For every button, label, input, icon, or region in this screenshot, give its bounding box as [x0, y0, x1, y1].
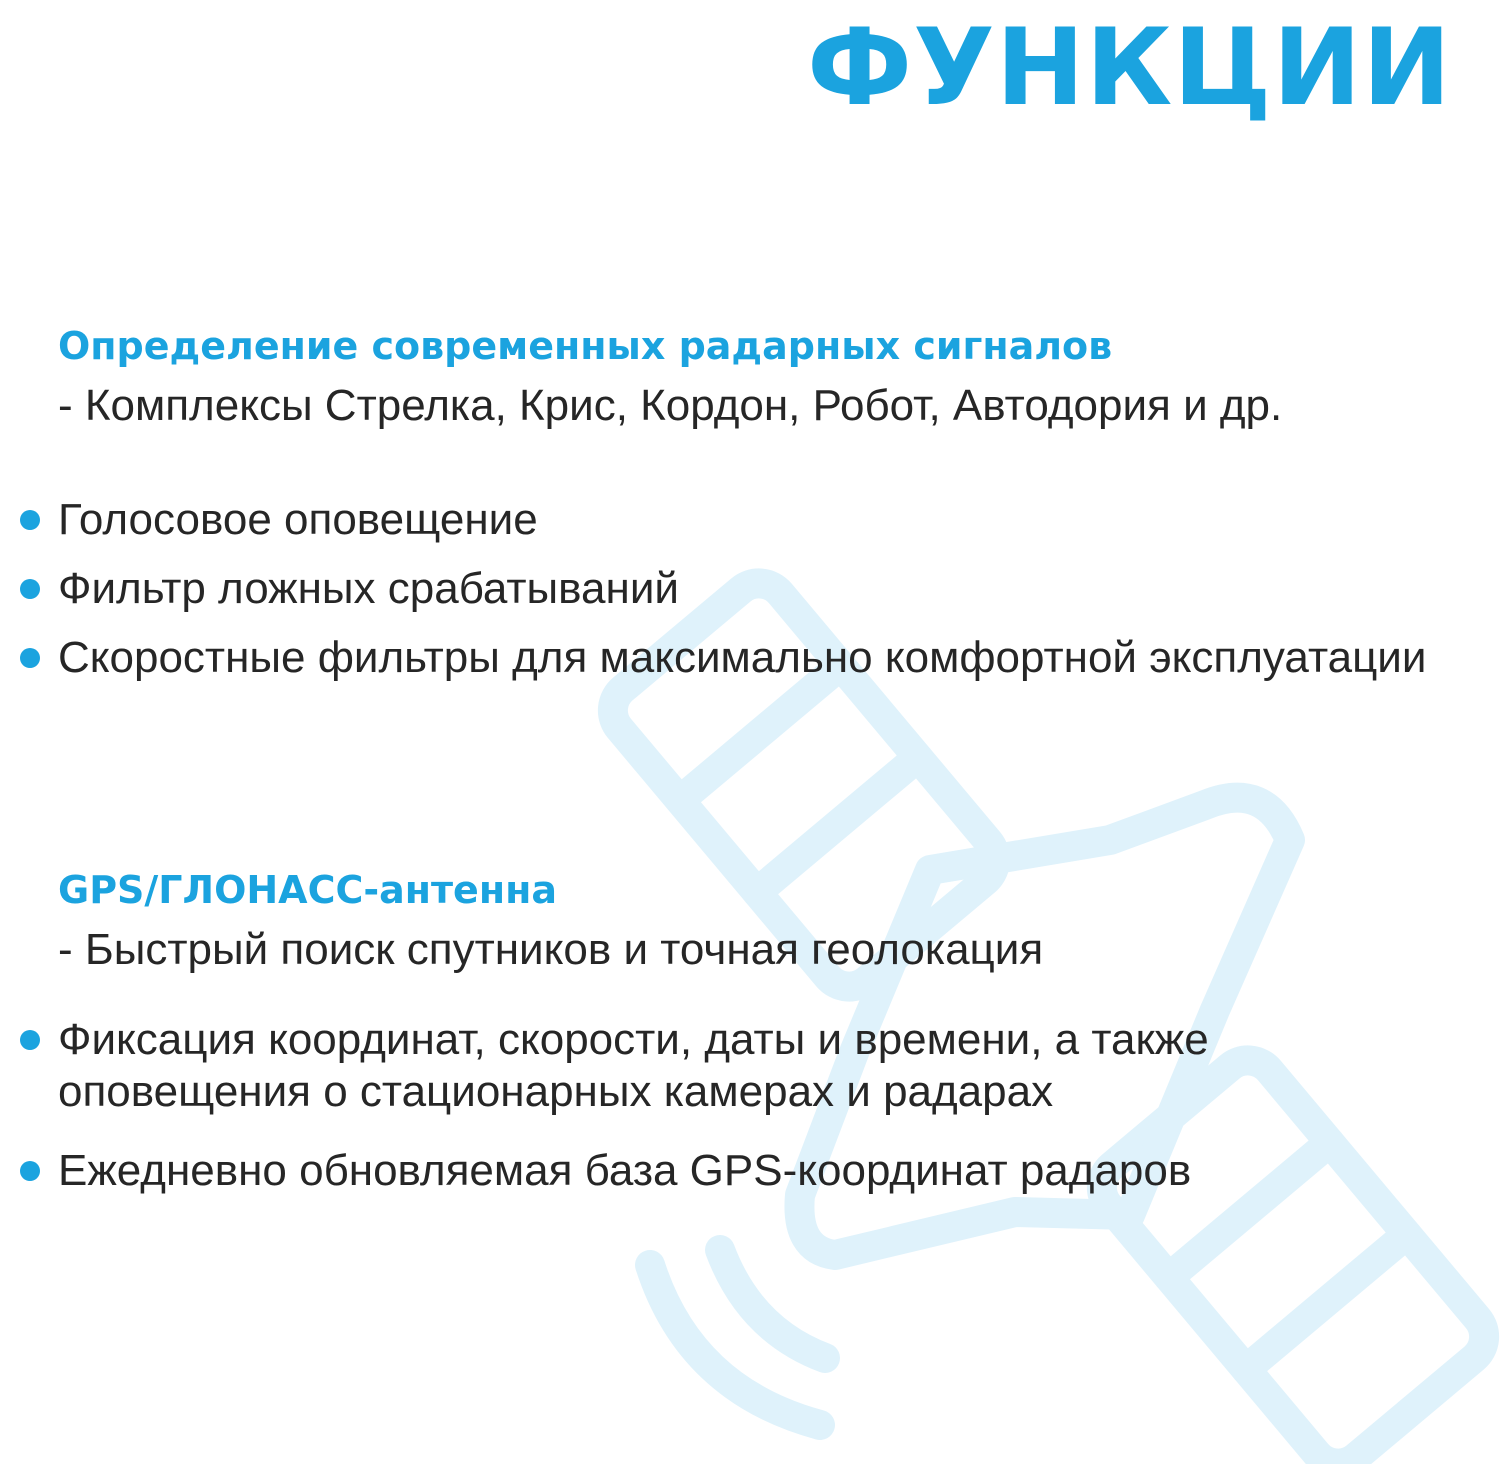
- list-item-text: Скоростные фильтры для максимально комфортной эксплуатации: [58, 633, 1427, 682]
- section-heading-radar: Определение современных радарных сигналов: [58, 324, 1113, 368]
- list-item: [58, 1014, 1358, 1118]
- page-title: ФУНКЦИИ: [807, 6, 1452, 129]
- list-item-text: Ежедневно обновляемая база GPS-координат радаров: [58, 1146, 1192, 1195]
- bullet-dot-icon: [20, 648, 40, 668]
- section-heading-gps: GPS/ГЛОНАСС-антенна: [58, 868, 557, 912]
- bullet-dot-icon: [20, 510, 40, 530]
- list-item: [58, 494, 1494, 546]
- bullet-dot-icon: [20, 579, 40, 599]
- section-description-radar: - Комплексы Стрелка, Крис, Кордон, Робот, Автодория и др.: [58, 381, 1283, 430]
- list-item-text: Голосовое оповещение: [58, 495, 538, 544]
- section-description-gps: - Быстрый поиск спутников и точная геолокация: [58, 925, 1044, 974]
- list-item-text: Фиксация координат, скорости, даты и времени, а также оповещения о стационарных камерах и радарах: [58, 1015, 1209, 1116]
- bullet-dot-icon: [20, 1030, 40, 1050]
- list-item: [58, 1145, 1494, 1197]
- list-item: [58, 632, 1494, 684]
- list-item-text: Фильтр ложных срабатываний: [58, 564, 679, 613]
- list-item: [58, 563, 1494, 615]
- bullet-dot-icon: [20, 1161, 40, 1181]
